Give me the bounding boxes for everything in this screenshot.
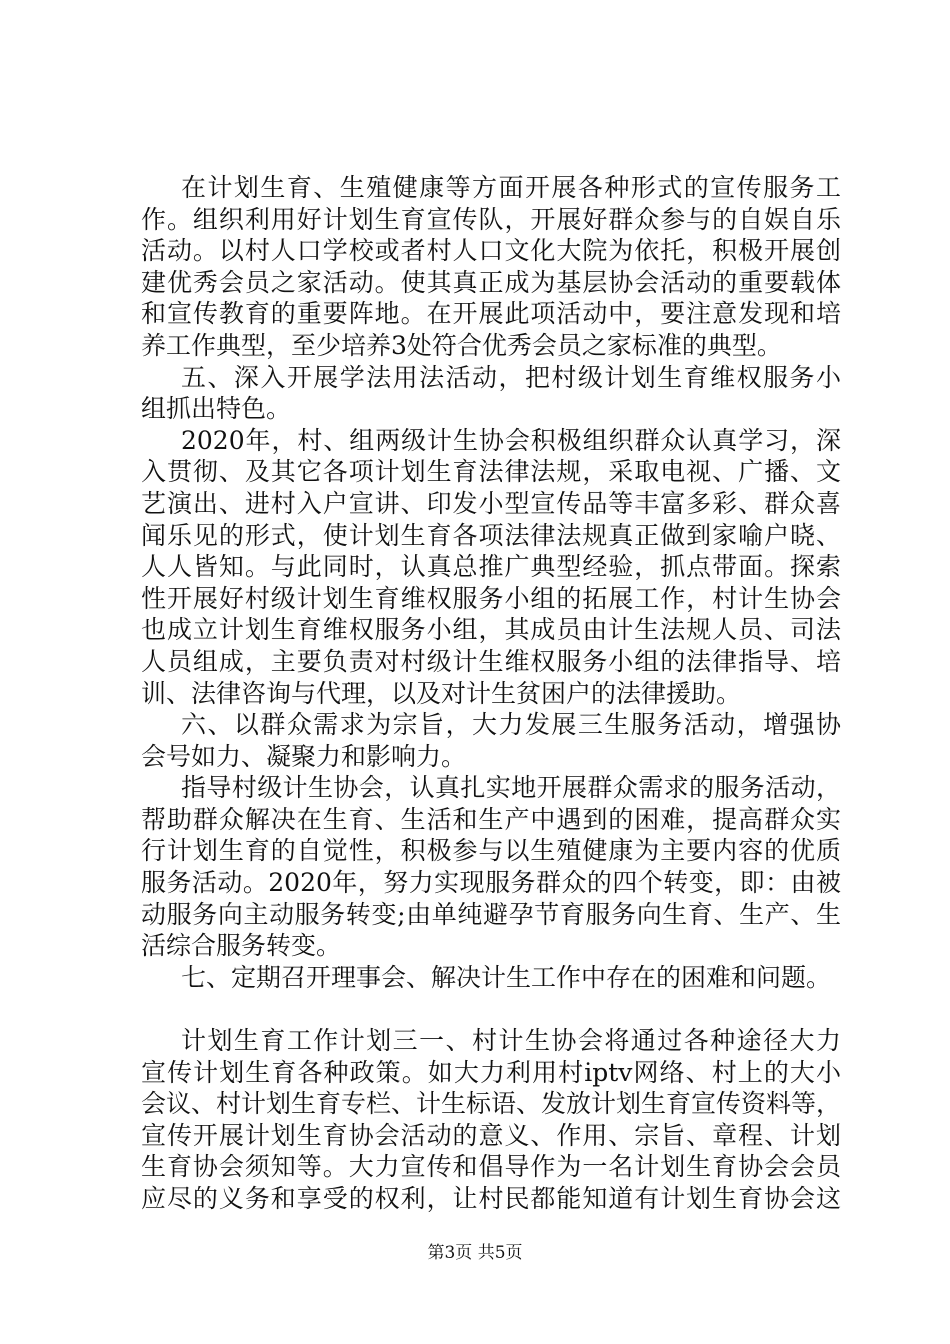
document-body bbox=[141, 172, 841, 1215]
paragraph-line: 人人皆知。与此同时，认真总推广典型经验，抓点带面。探索 bbox=[141, 552, 841, 582]
paragraph-line: 养工作典型，至少培养3处符合优秀会员之家标准的典型。 bbox=[141, 330, 782, 360]
section-heading-line: 七、定期召开理事会、解决计生工作中存在的困难和问题。 bbox=[181, 962, 832, 992]
paragraph-gap bbox=[141, 993, 841, 1025]
paragraph-line: 应尽的义务和享受的权利，让村民都能知道有计划生育协会这 bbox=[141, 1184, 841, 1213]
paragraph-line: 也成立计划生育维权服务小组，其成员由计生法规人员、司法 bbox=[141, 615, 841, 645]
paragraph-line: 训、法律咨询与代理，以及对计生贫困户的法律援助。 bbox=[141, 678, 742, 708]
paragraph-line: 活综合服务转变。 bbox=[141, 931, 342, 961]
section-heading-line: 六、以群众需求为宗旨，大力发展三生服务活动，增强协 bbox=[181, 710, 841, 740]
paragraph-line: 动服务向主动服务转变;由单纯避孕节育服务向生育、生产、生 bbox=[141, 899, 841, 929]
paragraph-line: 作。组织利用好计划生育宣传队，开展好群众参与的自娱自乐 bbox=[141, 204, 841, 234]
page-number-footer: 第3页 共5页 bbox=[427, 1243, 523, 1263]
paragraph-line: 人员组成，主要负责对村级计生维权服务小组的法律指导、培 bbox=[141, 646, 841, 676]
paragraph-line: 生育协会须知等。大力宣传和倡导作为一名计划生育协会会员 bbox=[141, 1152, 841, 1182]
paragraph-line: 计划生育工作计划三一、村计生协会将通过各种途径大力 bbox=[181, 1026, 841, 1056]
paragraph-line: 建优秀会员之家活动。使其真正成为基层协会活动的重要载体 bbox=[141, 267, 841, 297]
section-heading-line: 五、深入开展学法用法活动，把村级计划生育维权服务小 bbox=[181, 362, 841, 392]
paragraph-line: 会议、村计划生育专栏、计生标语、发放计划生育宣传资料等， bbox=[141, 1089, 841, 1119]
paragraph-line: 行计划生育的自觉性，积极参与以生殖健康为主要内容的优质 bbox=[141, 836, 841, 866]
paragraph-line: 入贯彻、及其它各项计划生育法律法规，采取电视、广播、文 bbox=[141, 457, 841, 487]
paragraph-line: 和宣传教育的重要阵地。在开展此项活动中，要注意发现和培 bbox=[141, 299, 841, 329]
paragraph-line: 性开展好村级计划生育维权服务小组的拓展工作，村计生协会 bbox=[141, 583, 841, 613]
paragraph-line: 宣传计划生育各种政策。如大力利用村iptv网络、村上的大小 bbox=[141, 1057, 841, 1087]
paragraph-line: 指导村级计生协会，认真扎实地开展群众需求的服务活动， bbox=[181, 773, 841, 803]
paragraph-line: 2020年，村、组两级计生协会积极组织群众认真学习，深 bbox=[181, 425, 841, 455]
section-heading-line: 会号如力、凝聚力和影响力。 bbox=[141, 741, 467, 771]
paragraph-line: 帮助群众解决在生育、生活和生产中遇到的困难，提高群众实 bbox=[141, 804, 841, 834]
paragraph-line: 服务活动。2020年，努力实现服务群众的四个转变，即：由被 bbox=[141, 868, 841, 898]
paragraph-line: 闻乐见的形式，使计划生育各项法律法规真正做到家喻户晓、 bbox=[141, 520, 841, 550]
paragraph-line: 艺演出、进村入户宣讲、印发小型宣传品等丰富多彩、群众喜 bbox=[141, 488, 841, 518]
paragraph-line: 宣传开展计划生育协会活动的意义、作用、宗旨、章程、计划 bbox=[141, 1120, 841, 1150]
section-heading-line: 组抓出特色。 bbox=[141, 394, 292, 424]
paragraph-line: 在计划生育、生殖健康等方面开展各种形式的宣传服务工 bbox=[181, 173, 841, 202]
paragraph-line: 活动。以村人口学校或者村人口文化大院为依托，积极开展创 bbox=[141, 236, 841, 266]
